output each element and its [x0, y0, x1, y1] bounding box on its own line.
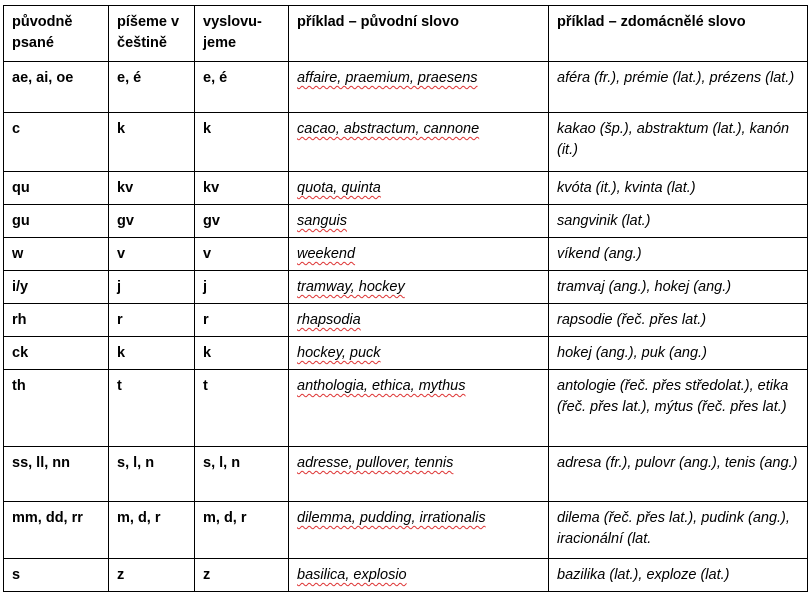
- header-original: původně psané: [4, 6, 109, 62]
- example-original: hockey, puck: [289, 337, 549, 370]
- pronunciation: t: [195, 370, 289, 447]
- czech-spelling: e, é: [109, 62, 195, 113]
- table-row: [4, 238, 808, 271]
- pronunciation: z: [195, 559, 289, 592]
- original-spelling: s: [4, 559, 109, 592]
- example-original: adresse, pullover, tennis: [289, 447, 549, 502]
- table-row: [4, 304, 808, 337]
- example-adapted: víkend (ang.): [549, 238, 808, 271]
- header-row: [4, 6, 808, 62]
- table-row: [4, 205, 808, 238]
- original-spelling: ss, ll, nn: [4, 447, 109, 502]
- pronunciation: kv: [195, 172, 289, 205]
- pronunciation: j: [195, 271, 289, 304]
- example-original: rhapsodia: [289, 304, 549, 337]
- example-original: quota, quinta: [289, 172, 549, 205]
- original-spelling: c: [4, 113, 109, 172]
- header-pronounced: vyslovu-jeme: [195, 6, 289, 62]
- original-spelling: rh: [4, 304, 109, 337]
- example-adapted: kvóta (it.), kvinta (lat.): [549, 172, 808, 205]
- czech-spelling: gv: [109, 205, 195, 238]
- example-original: affaire, praemium, praesens: [289, 62, 549, 113]
- pronunciation: e, é: [195, 62, 289, 113]
- example-adapted: sangvinik (lat.): [549, 205, 808, 238]
- example-original: cacao, abstractum, cannone: [289, 113, 549, 172]
- original-spelling: th: [4, 370, 109, 447]
- czech-spelling: v: [109, 238, 195, 271]
- pronunciation: v: [195, 238, 289, 271]
- original-spelling: w: [4, 238, 109, 271]
- header-example-adapted: příklad – zdomácnělé slovo: [549, 6, 808, 62]
- example-adapted: tramvaj (ang.), hokej (ang.): [549, 271, 808, 304]
- original-spelling: gu: [4, 205, 109, 238]
- header-example-original: příklad – původní slovo: [289, 6, 549, 62]
- example-original: anthologia, ethica, mythus: [289, 370, 549, 447]
- czech-spelling: t: [109, 370, 195, 447]
- example-adapted: antologie (řeč. přes středolat.), etika (řeč. přes lat.), mýtus (řeč. přes lat.): [549, 370, 808, 447]
- czech-spelling: j: [109, 271, 195, 304]
- table-row: [4, 502, 808, 559]
- table-row: [4, 370, 808, 447]
- czech-spelling: s, l, n: [109, 447, 195, 502]
- pronunciation: k: [195, 337, 289, 370]
- czech-spelling: m, d, r: [109, 502, 195, 559]
- czech-spelling: k: [109, 337, 195, 370]
- example-adapted: dilema (řeč. přes lat.), pudink (ang.), iracionální (lat.: [549, 502, 808, 559]
- example-original: tramway, hockey: [289, 271, 549, 304]
- example-adapted: aféra (fr.), prémie (lat.), prézens (lat.): [549, 62, 808, 113]
- table-row: [4, 113, 808, 172]
- original-spelling: ae, ai, oe: [4, 62, 109, 113]
- example-original: dilemma, pudding, irrationalis: [289, 502, 549, 559]
- table-row: [4, 447, 808, 502]
- table-row: [4, 62, 808, 113]
- original-spelling: ck: [4, 337, 109, 370]
- example-original: weekend: [289, 238, 549, 271]
- table-row: [4, 271, 808, 304]
- example-adapted: adresa (fr.), pulovr (ang.), tenis (ang.): [549, 447, 808, 502]
- pronunciation: m, d, r: [195, 502, 289, 559]
- original-spelling: mm, dd, rr: [4, 502, 109, 559]
- czech-spelling: z: [109, 559, 195, 592]
- example-original: sanguis: [289, 205, 549, 238]
- table-row: [4, 172, 808, 205]
- example-adapted: rapsodie (řeč. přes lat.): [549, 304, 808, 337]
- header-written: píšeme v češtině: [109, 6, 195, 62]
- czech-spelling: k: [109, 113, 195, 172]
- example-adapted: hokej (ang.), puk (ang.): [549, 337, 808, 370]
- original-spelling: qu: [4, 172, 109, 205]
- pronunciation: r: [195, 304, 289, 337]
- original-spelling: i/y: [4, 271, 109, 304]
- czech-spelling: kv: [109, 172, 195, 205]
- example-adapted: kakao (šp.), abstraktum (lat.), kanón (it.): [549, 113, 808, 172]
- table-row: [4, 337, 808, 370]
- pronunciation: s, l, n: [195, 447, 289, 502]
- example-adapted: bazilika (lat.), exploze (lat.): [549, 559, 808, 592]
- pronunciation: k: [195, 113, 289, 172]
- example-original: basilica, explosio: [289, 559, 549, 592]
- spelling-table: [3, 5, 808, 592]
- table-row: [4, 559, 808, 592]
- pronunciation: gv: [195, 205, 289, 238]
- czech-spelling: r: [109, 304, 195, 337]
